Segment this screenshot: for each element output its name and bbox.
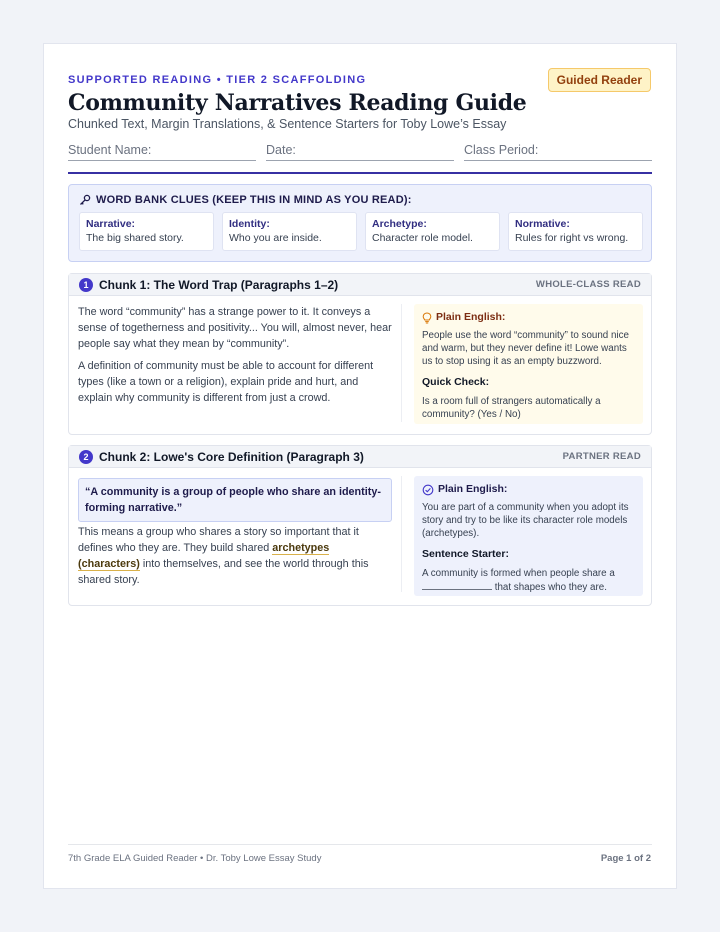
reading-mode-label: PARTNER READ — [562, 451, 641, 462]
chunk-1-plain-english-panel — [414, 304, 643, 424]
word-bank-item — [79, 212, 214, 251]
word-bank-term: Narrative: — [86, 218, 136, 230]
sentence-starter-text — [422, 567, 635, 594]
plain-english-title: Plain English: — [438, 483, 508, 495]
chunk-1-paragraph-1: The word “community” has a strange power to it. It conveys a sense of togetherness and positivity... You will, almost never, hear people say what they mean by “community”. — [78, 306, 392, 350]
sentence-starter-end: that shapes who they are. — [494, 582, 607, 593]
guided-reader-badge: Guided Reader — [548, 68, 651, 92]
plain-english-heading — [422, 483, 635, 496]
column-divider — [401, 476, 402, 592]
worksheet-page — [43, 43, 677, 889]
header-divider — [68, 172, 652, 174]
chunk-1-paragraph-2: A definition of community must be able to account for different types (like a town or a religion), explain pride and hurt, and explain why community is different from just a crowd. — [78, 360, 374, 404]
word-bank-definition: Who you are inside. — [229, 232, 322, 244]
chunk-2-header — [69, 446, 651, 468]
sentence-starter-start: A community is formed when people share a — [422, 568, 615, 579]
word-bank-title: WORD BANK CLUES (KEEP THIS IN MIND AS YOU READ): — [96, 194, 412, 206]
page-number: Page 1 of 2 — [600, 853, 651, 864]
column-divider — [401, 304, 402, 422]
footer-divider — [68, 844, 652, 845]
word-bank-term: Archetype: — [372, 218, 427, 230]
word-bank-item — [222, 212, 357, 251]
chunk-1-text — [78, 304, 392, 412]
date-field[interactable]: Date: — [266, 143, 454, 161]
chunk-1-title: Chunk 1: The Word Trap (Paragraphs 1–2) — [99, 277, 339, 292]
plain-english-text: People use the word “community” to sound nice and warm, but they never define it! Lowe wants us to stop using it as an empty buzzword. — [422, 330, 629, 367]
word-bank-item — [365, 212, 500, 251]
lightbulb-icon — [422, 312, 432, 324]
chunk-2-text-start: This means a group who shares a story so important that it defines who they are. They build shared — [78, 526, 359, 554]
chunk-1 — [68, 273, 652, 435]
chunk-2-paragraph — [78, 524, 392, 588]
chunk-2 — [68, 445, 652, 606]
word-bank-item — [508, 212, 643, 251]
footer-course-label: 7th Grade ELA Guided Reader • Dr. Toby Lowe Essay Study — [68, 853, 322, 864]
word-bank-definition: Character role model. — [372, 232, 473, 244]
student-name-field[interactable]: Student Name: — [68, 143, 256, 161]
word-bank-term: Normative: — [515, 218, 570, 230]
plain-english-text: You are part of a community when you adopt its story and try to be like its character role models (archetypes). — [422, 502, 629, 539]
chunk-number-badge: 2 — [79, 450, 93, 464]
chunk-2-text-end: into themselves, and see the world through this shared story. — [78, 558, 369, 586]
chunk-2-title: Chunk 2: Lowe's Core Definition (Paragraph 3) — [99, 449, 364, 464]
quick-check-heading: Quick Check: — [422, 376, 490, 388]
word-bank-term: Identity: — [229, 218, 270, 230]
plain-english-heading — [422, 311, 635, 324]
word-bank-heading — [79, 194, 412, 206]
reading-mode-label: WHOLE-CLASS READ — [535, 279, 641, 290]
chunk-1-header — [69, 274, 651, 296]
sentence-starter-heading: Sentence Starter: — [422, 548, 509, 560]
quick-check-text: Is a room full of strangers automatically a community? (Yes / No) — [422, 396, 601, 420]
word-bank-definition: The big shared story. — [86, 232, 184, 244]
plain-english-title: Plain English: — [436, 311, 506, 323]
archetypes-highlight: archetypes (characters) — [78, 542, 330, 570]
eyebrow-label: SUPPORTED READING • TIER 2 SCAFFOLDING — [68, 74, 367, 86]
class-period-field[interactable]: Class Period: — [464, 143, 652, 161]
key-icon — [79, 194, 91, 206]
word-bank — [68, 184, 652, 262]
page-title: Community Narratives Reading Guide — [68, 90, 527, 116]
chunk-2-text — [78, 524, 392, 594]
page-subtitle: Chunked Text, Margin Translations, & Sentence Starters for Toby Lowe’s Essay — [68, 117, 507, 131]
chunk-2-plain-english-panel — [414, 476, 643, 596]
fill-in-blank[interactable] — [422, 580, 492, 590]
core-definition-quote: “A community is a group of people who share an identity-forming narrative.” — [78, 478, 392, 522]
word-bank-definition: Rules for right vs wrong. — [515, 232, 629, 244]
check-circle-icon — [422, 484, 434, 496]
chunk-number-badge: 1 — [79, 278, 93, 292]
